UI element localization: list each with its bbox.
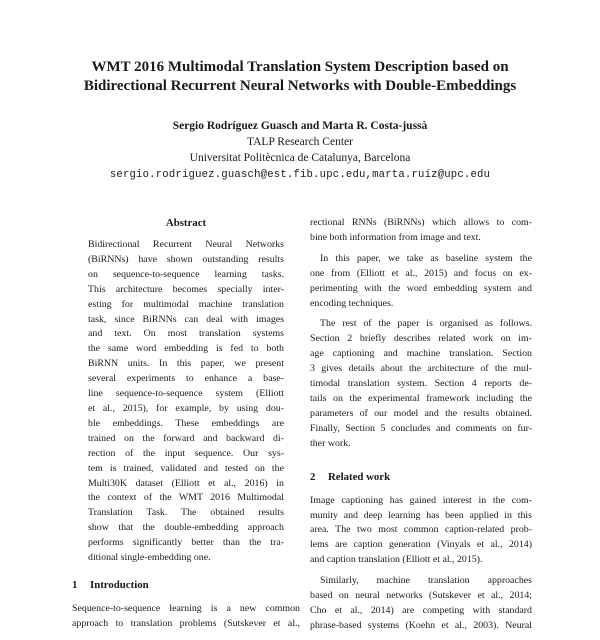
body-line: encoding techniques. bbox=[310, 297, 394, 309]
paragraph bbox=[310, 574, 532, 634]
abstract-line: trained on the forward and backward di- bbox=[88, 432, 284, 444]
paper-title bbox=[40, 58, 560, 96]
abstract-line: Translation Task. The obtained results bbox=[88, 507, 284, 519]
abstract-line: the context of the WMT 2016 Multimodal bbox=[88, 492, 284, 504]
body-line: Similarly, machine translation approaches bbox=[320, 575, 532, 587]
abstract-line: the same word embedding is fed to both bbox=[88, 343, 284, 355]
paragraph bbox=[310, 252, 532, 312]
introduction-body bbox=[72, 602, 300, 632]
right-column bbox=[310, 216, 532, 640]
section-heading-related-work bbox=[310, 470, 532, 484]
body-line: parameters of our model and the results obtained. bbox=[310, 407, 532, 419]
body-line: Cho et al., 2014) are competing with standard bbox=[310, 604, 532, 616]
body-line: Sequence-to-sequence learning is a new common bbox=[72, 602, 300, 614]
title-line: WMT 2016 Multimodal Translation System Description based on bbox=[91, 59, 509, 75]
author-emails: sergio.rodriguez.guasch@est.fib.upc.edu,marta.ruiz@upc.edu bbox=[109, 169, 491, 181]
body-line: munity and deep learning has been applied in this bbox=[310, 509, 532, 521]
section-heading-introduction bbox=[72, 578, 300, 592]
abstract-line: and text. On most translation systems bbox=[88, 328, 284, 340]
abstract-line: rection of the input sequence. Our sys- bbox=[88, 447, 284, 459]
body-line: ther work. bbox=[310, 437, 351, 449]
abstract-line: esting for multimodal machine translation bbox=[88, 298, 284, 310]
body-line: perimenting with the word embedding system and bbox=[310, 282, 532, 294]
section-number: 1 bbox=[72, 578, 78, 591]
abstract-line: (BiRNNs) have shown outstanding results bbox=[88, 253, 284, 265]
abstract-line: et al., 2015), for example, by using dou- bbox=[88, 402, 284, 414]
affiliation-university: Universitat Politècnica de Catalunya, Barcelona bbox=[189, 152, 411, 164]
body-line: In this paper, we take as baseline system the bbox=[320, 252, 532, 264]
abstract-line: performs significantly better than the tra- bbox=[88, 537, 284, 549]
body-line: tails on the experimental framework including the bbox=[310, 392, 532, 404]
title-line: Bidirectional Recurrent Neural Networks with Double-Embeddings bbox=[83, 78, 517, 94]
abstract-line: Multi30K dataset (Elliott et al., 2016) in bbox=[88, 477, 284, 489]
abstract-line: several experiments to enhance a base- bbox=[88, 373, 284, 385]
body-line: area. The two most common caption-related prob- bbox=[310, 524, 532, 536]
left-column bbox=[72, 216, 300, 632]
body-line: and caption translation (Elliott et al., 2015). bbox=[310, 554, 483, 566]
abstract-line: Bidirectional Recurrent Neural Networks bbox=[88, 239, 284, 250]
body-line: lems are caption generation (Vinyals et al., 2014) bbox=[310, 539, 532, 551]
paragraph bbox=[310, 494, 532, 569]
body-line: age captioning and machine translation. Section bbox=[310, 348, 532, 360]
abstract-line: show that the double-embedding approach bbox=[88, 522, 284, 534]
body-line: bine both information from image and text. bbox=[310, 231, 481, 243]
author-block bbox=[40, 118, 560, 183]
paragraph bbox=[310, 216, 532, 246]
abstract-line: This architecture becomes specially inter- bbox=[88, 283, 284, 295]
abstract-line: ble embeddings. These embeddings are bbox=[88, 417, 284, 429]
body-line: based on neural networks (Sutskever et al., 2014; bbox=[310, 590, 532, 602]
abstract-line: line sequence-to-sequence system (Elliott bbox=[88, 388, 284, 400]
body-line: The rest of the paper is organised as follows. bbox=[320, 318, 532, 330]
abstract-line: BiRNN units. In this paper, we present bbox=[88, 358, 284, 370]
body-line: approach to translation problems (Sutskever et al., bbox=[72, 617, 300, 629]
body-line: Section 2 briefly describes related work on im- bbox=[310, 333, 532, 345]
body-line: one from (Elliott et al., 2015) and focus on ex- bbox=[310, 267, 532, 279]
section-title: Related work bbox=[328, 470, 391, 483]
paragraph bbox=[310, 317, 532, 451]
section-number: 2 bbox=[310, 470, 316, 483]
body-line: phrase-based systems (Koehn et al., 2003). Neural bbox=[310, 619, 532, 631]
body-line: timodal translation system. Section 4 reports de- bbox=[310, 378, 532, 390]
abstract-line: tem is trained, validated and tested on the bbox=[88, 462, 284, 474]
author-names: Sergio Rodríguez Guasch and Marta R. Costa-jussà bbox=[172, 120, 428, 132]
body-line: 3 gives details about the architecture of the mul- bbox=[310, 363, 532, 375]
abstract-line: on sequence-to-sequence learning tasks. bbox=[88, 268, 284, 280]
body-line: Image captioning has gained interest in the com- bbox=[310, 494, 532, 506]
body-line: Finally, Section 5 concludes and comments on fur- bbox=[310, 422, 532, 434]
abstract-line: ditional single-embedding one. bbox=[88, 552, 211, 564]
affiliation-center: TALP Research Center bbox=[247, 136, 353, 148]
abstract-heading: Abstract bbox=[165, 217, 207, 229]
section-title: Introduction bbox=[90, 578, 149, 591]
body-line: rectional RNNs (BiRNNs) which allows to com- bbox=[310, 217, 532, 228]
abstract-body bbox=[72, 238, 284, 566]
abstract-line: task, since BiRNNs can deal with images bbox=[88, 313, 284, 325]
